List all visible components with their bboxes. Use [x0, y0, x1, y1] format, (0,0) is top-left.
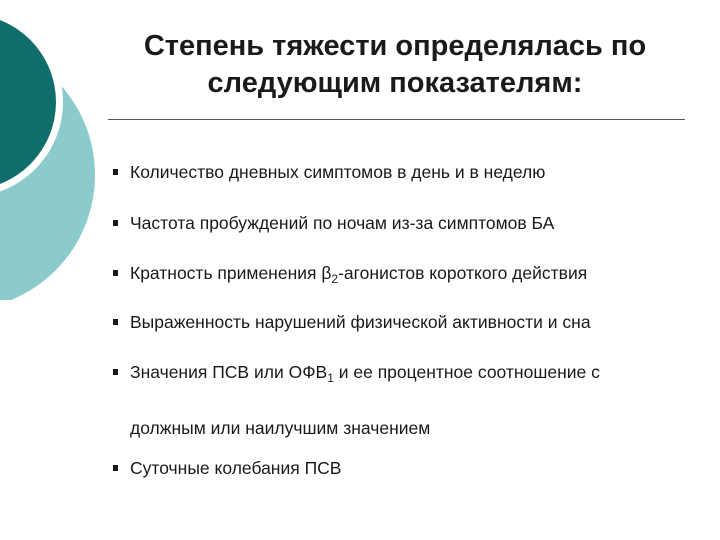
bullet-marker	[113, 220, 118, 226]
bullet-marker	[113, 465, 118, 471]
list-item-text: Суточные колебания ПСВ	[130, 458, 342, 478]
text-part: и ее процентное соотношение с	[333, 362, 600, 382]
list-item	[113, 443, 713, 493]
bullet-marker	[113, 270, 118, 276]
title-line-2: следующим показателям:	[207, 66, 583, 99]
bullet-marker	[113, 169, 118, 175]
list-item	[113, 347, 713, 453]
bullet-marker	[113, 319, 118, 325]
subscript: 2	[331, 272, 339, 286]
list-item-continuation: должным или наилучшим значением	[130, 418, 431, 438]
subscript: 1	[327, 371, 334, 385]
title-line-1: Степень тяжести определялась по	[143, 30, 647, 62]
text-part: Кратность применения β	[130, 263, 332, 283]
text-part: Значения ПСВ или ОФВ	[130, 362, 328, 382]
bullet-marker	[113, 369, 118, 375]
list-item-text: Выраженность нарушений физической активности и сна	[130, 312, 591, 332]
list-item	[113, 248, 713, 304]
list-item-text: Количество дневных симптомов в день и в неделю	[130, 162, 546, 182]
list-item-text	[130, 248, 713, 304]
list-item	[113, 198, 713, 248]
list-item-text	[130, 347, 713, 403]
list-item	[113, 147, 713, 197]
list-item	[113, 297, 713, 347]
list-item-text: Частота пробуждений по ночам из-за симптомов БА	[130, 213, 555, 233]
text-part: -агонистов короткого действия	[338, 263, 588, 283]
